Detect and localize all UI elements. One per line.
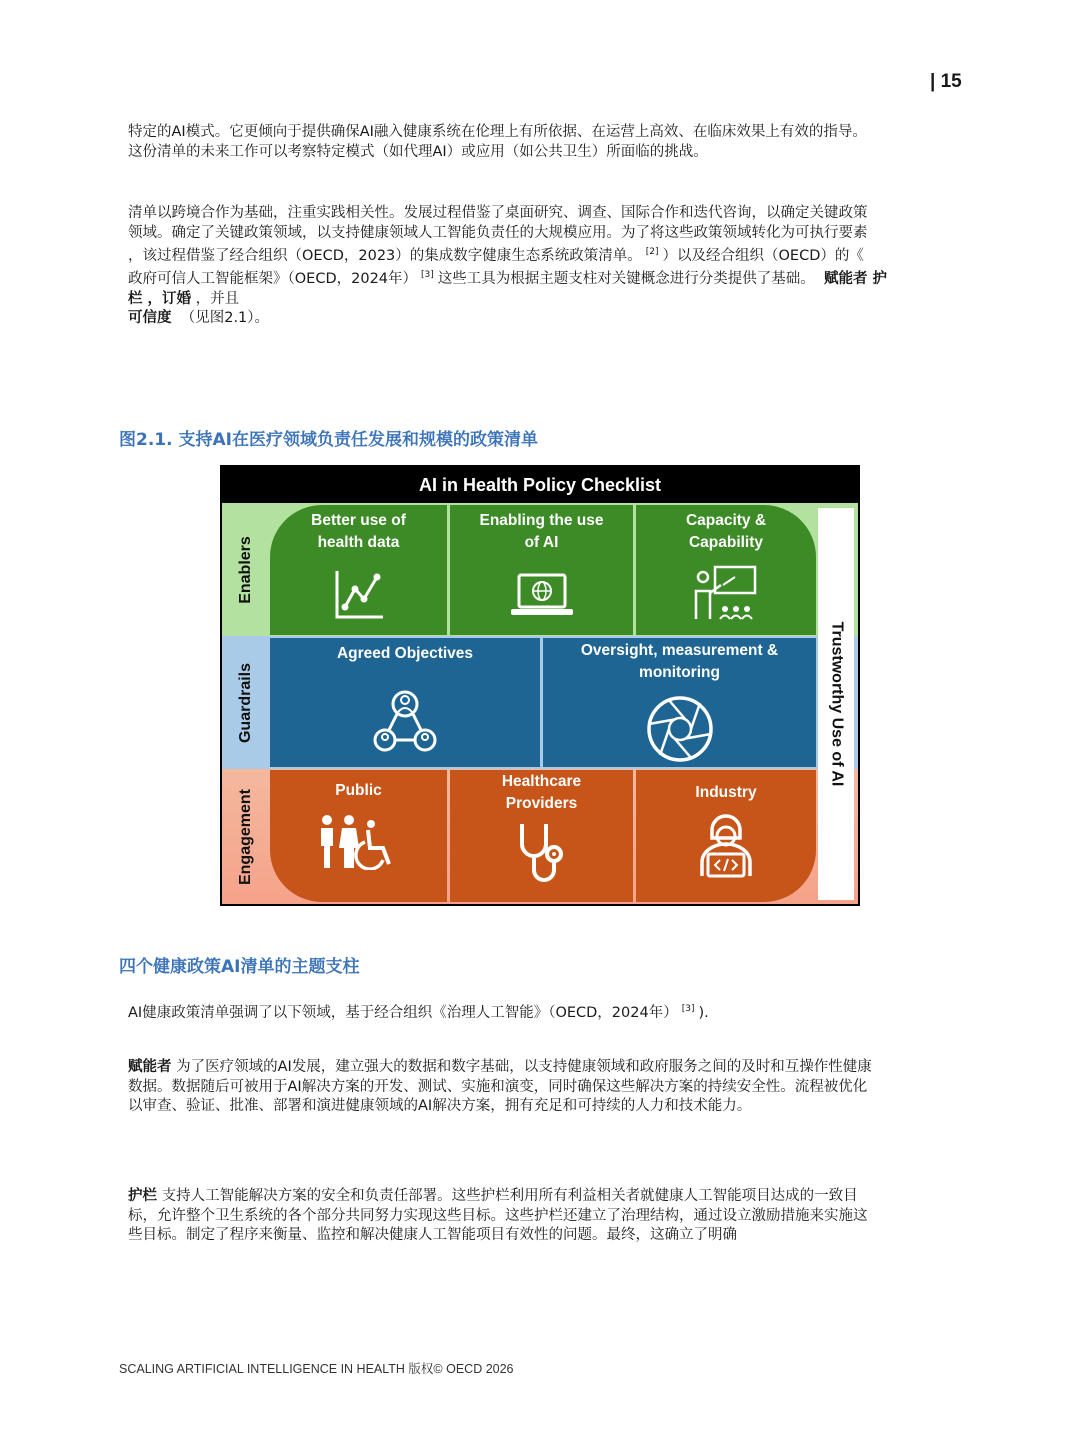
text-line: 清单以跨境合作为基础，注重实践相关性。发展过程借鉴了桌面研究、调查、国际合作和迭代咨询，以确定关键政策	[128, 205, 868, 221]
cell-capacity: Capacity & Capability	[636, 505, 816, 635]
text-line: 特定的AI模式。它更倾向于提供确保AI融入健康系统在伦理上有所依据、在运营上高效、在临床效果上有效的指导。	[128, 124, 867, 140]
people-accessibility-icon	[317, 814, 401, 870]
bold-term: 赋能者	[128, 1059, 172, 1075]
figure-header: AI in Health Policy Checklist	[222, 467, 858, 503]
text-line: 些目标。制定了程序来衡量、监控和解决健康人工智能项目有效性的问题。最终，这确立了明确	[128, 1227, 737, 1243]
label-engagement: Engagement	[237, 788, 255, 885]
cell-health-data: Better use of health data	[270, 505, 447, 635]
people-network-icon	[373, 686, 437, 756]
reference-3[interactable]: [3]	[681, 1004, 695, 1014]
cell-oversight: Oversight, measurement & monitoring	[543, 638, 816, 767]
cell-industry: Industry	[636, 770, 816, 902]
text-line: 为了医疗领域的AI发展，建立强大的数据和数字基础，以支持健康领域和政府服务之间的及时和互操作性健康	[176, 1059, 872, 1075]
text-line: AI健康政策清单强调了以下领域，基于经合组织《治理人工智能》（OECD，2024年）	[128, 1004, 678, 1021]
text-line: 标，允许整个卫生系统的各个部分共同努力实现这些目标。这些护栏还建立了治理结构，通过设立激励措施来实施这	[128, 1207, 868, 1224]
stethoscope-icon	[514, 820, 570, 888]
aperture-icon	[645, 694, 715, 764]
section-title: 四个健康政策AI清单的主题支柱	[119, 957, 360, 977]
cell-agreed-objectives: Agreed Objectives	[270, 638, 540, 767]
trustworthy-use-label: Trustworthy Use of AI	[818, 508, 854, 900]
paragraph-3	[128, 1000, 968, 1023]
paragraph-guardrails	[128, 1187, 968, 1246]
cell-public: Public	[270, 770, 447, 902]
text-line: 这份清单的未来工作可以考察特定模式（如代理AI）或应用（如公共卫生）所面临的挑战。	[128, 143, 708, 160]
cell-healthcare-providers: Healthcare Providers	[450, 770, 633, 902]
text-line: 支持人工智能解决方案的安全和负责任部署。这些护栏利用所有利益相关者就健康人工智能项目达成的一致目	[161, 1188, 858, 1204]
policy-checklist-figure	[220, 465, 860, 906]
text-line: 这些工具为根据主题支柱对关键概念进行分类提供了基础。	[437, 271, 815, 288]
page-footer: SCALING ARTIFICIAL INTELLIGENCE IN HEALTH 版权© OECD 2026	[119, 1362, 514, 1376]
text-line: 数据。数据随后可被用于AI解决方案的开发、测试、实施和演变，同时确保这些解决方案的持续安全性。流程被优化	[128, 1078, 868, 1095]
paragraph-1	[128, 123, 968, 162]
text-line: 领域。确定了关键政策领域，以支持健康领域人工智能负责任的大规模应用。为了将这些政策领域转化为可执行要素	[128, 224, 868, 241]
checklist-grid	[270, 505, 816, 902]
presentation-training-icon	[691, 563, 761, 623]
reference-3[interactable]: [3]	[421, 270, 434, 281]
reference-2[interactable]: [2]	[645, 247, 659, 257]
bold-term: 可信度	[128, 310, 172, 327]
text-line: 以审查、验证、批准、部署和演进健康领域的AI解决方案，拥有充足和可持续的人力和技术能力。	[128, 1098, 752, 1114]
text-line: ，该过程借鉴了经合组织（OECD，2023）的集成数字健康生态系统政策清单。	[128, 247, 642, 264]
text-line: ）以及经合组织（OECD）的《	[662, 247, 864, 264]
cell-enabling-ai: Enabling the use of AI	[450, 505, 633, 635]
developer-laptop-icon	[696, 810, 756, 880]
label-guardrails: Guardrails	[237, 662, 254, 743]
paragraph-2	[128, 204, 968, 329]
line-chart-icon	[331, 567, 387, 623]
text-line: ).	[698, 1004, 709, 1021]
figure-title: 图2.1. 支持AI在医疗领域负责任发展和规模的政策清单	[119, 430, 538, 450]
text-line: ，并且	[195, 290, 240, 307]
paragraph-enablers	[128, 1058, 968, 1117]
bold-term: 护栏	[128, 1188, 157, 1204]
text-line: 政府可信人工智能框架》（OECD，2024年）	[128, 271, 418, 288]
laptop-globe-icon	[509, 571, 575, 621]
bold-term: 赋能者 护	[823, 271, 888, 288]
text-line: （见图2.1）。	[180, 310, 270, 327]
bold-term: 栏 ，订婚	[128, 290, 192, 307]
label-enablers: Enablers	[237, 535, 254, 604]
page-number: | 15	[930, 71, 962, 92]
